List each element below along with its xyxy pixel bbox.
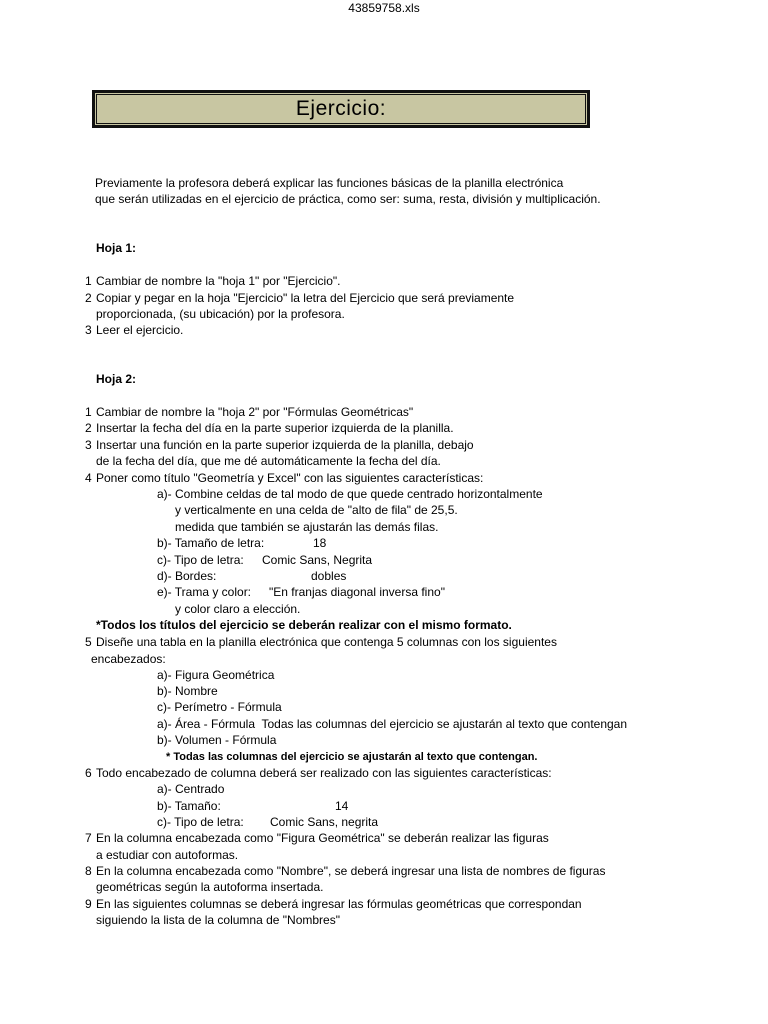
hoja2-item-num: 1	[85, 405, 92, 419]
item4-d-label: d)- Bordes:	[157, 569, 217, 583]
item7-line-1: En la columna encabezada como "Figura Geométrica" se deberán realizar las figuras	[96, 831, 549, 845]
hoja1-heading: Hoja 1:	[96, 241, 137, 255]
item9-num: 9	[85, 897, 92, 911]
item4-e-label: e)- Trama y color:	[157, 585, 252, 599]
item4-e-value: "En franjas diagonal inversa fino"	[269, 585, 445, 599]
item5-line-1: Diseñe una tabla en la planilla electrónica que contenga 5 columnas con los siguientes	[96, 635, 557, 649]
hoja1-item-text: proporcionada, (su ubicación) por la profesora.	[96, 307, 345, 321]
item9-line-1: En las siguientes columnas se deberá ingresar las fórmulas geométricas que correspondan	[96, 897, 582, 911]
item8-line-1: En la columna encabezada como "Nombre", se deberá ingresar una lista de nombres de figuras	[96, 864, 606, 878]
item5-line-2: encabezados:	[91, 652, 166, 666]
hoja2-item-num: 2	[85, 421, 92, 435]
hoja1-item-text: Cambiar de nombre la "hoja 1" por "Ejercicio".	[96, 274, 341, 288]
item8-num: 8	[85, 864, 92, 878]
item5-column: a)- Figura Geométrica	[157, 668, 275, 682]
item6-num: 6	[85, 766, 92, 780]
item5-column: c)- Perímetro - Fórmula	[157, 700, 282, 714]
format-note: *Todos los títulos del ejercicio se deberán realizar con el mismo formato.	[96, 618, 512, 632]
page-title: Ejercicio:	[295, 97, 387, 120]
item4-e-line-2: y color claro a elección.	[175, 602, 301, 616]
hoja2-item-num: 3	[85, 438, 92, 452]
hoja2-heading: Hoja 2:	[96, 372, 137, 386]
title-cell	[92, 90, 590, 128]
item6-c-label: c)- Tipo de letra:	[157, 815, 244, 829]
hoja1-item-text: Copiar y pegar en la hoja "Ejercicio" la letra del Ejercicio que será previamente	[96, 291, 515, 305]
hoja2-item-text: Cambiar de nombre la "hoja 2" por "Fórmulas Geométricas"	[96, 405, 414, 419]
item5-note: * Todas las columnas del ejercicio se ajustarán al texto que contengan.	[166, 751, 538, 763]
item4-a-line-3: medida que también se ajustarán las demás filas.	[175, 520, 439, 534]
item8-line-2: geométricas según la autoforma insertada.	[96, 880, 324, 894]
item4-a-line-2: y verticalmente en una celda de "alto de fila" de 25,5.	[175, 503, 458, 517]
intro-line-2: que serán utilizadas en el ejercicio de práctica, como ser: suma, resta, división y multiplicación.	[95, 192, 601, 206]
hoja1-item-num: 3	[85, 323, 92, 337]
item4-c-value: Comic Sans, Negrita	[262, 553, 373, 567]
item5-column: a)- Área - Fórmula Todas las columnas del ejercicio se ajustarán al texto que contengan	[157, 717, 628, 731]
file-name: 43859758.xls	[348, 1, 420, 15]
hoja2-item-text: Poner como título "Geometría y Excel" con las siguientes características:	[96, 471, 484, 485]
item6-line-1: Todo encabezado de columna deberá ser realizado con las siguientes características:	[96, 766, 552, 780]
hoja2-item-num: 4	[85, 471, 92, 485]
item4-b-value: 18	[313, 536, 327, 550]
item4-d-value: dobles	[311, 569, 347, 583]
item6-a: a)- Centrado	[157, 782, 225, 796]
hoja2-item-text: Insertar una función en la parte superior izquierda de la planilla, debajo	[96, 438, 474, 452]
item5-column: b)- Nombre	[157, 684, 218, 698]
intro-line-1: Previamente la profesora deberá explicar las funciones básicas de la planilla electrónica	[95, 176, 564, 190]
item4-a-line-1: a)- Combine celdas de tal modo de que quede centrado horizontalmente	[157, 487, 543, 501]
item6-c-value: Comic Sans, negrita	[270, 815, 379, 829]
hoja1-item-text: Leer el ejercicio.	[96, 323, 184, 337]
hoja2-item-text: Insertar la fecha del día en la parte superior izquierda de la planilla.	[96, 421, 454, 435]
item6-b-value: 14	[335, 799, 349, 813]
item4-c-label: c)- Tipo de letra:	[157, 553, 244, 567]
item5-num: 5	[85, 635, 92, 649]
item4-b-label: b)- Tamaño de letra:	[157, 536, 265, 550]
item7-num: 7	[85, 831, 92, 845]
item5-column: b)- Volumen - Fórmula	[157, 733, 277, 747]
hoja1-item-num: 1	[85, 274, 92, 288]
item9-line-2: siguiendo la lista de la columna de "Nombres"	[96, 913, 340, 927]
item6-b-label: b)- Tamaño:	[157, 799, 221, 813]
hoja2-item-text: de la fecha del día, que me dé automáticamente la fecha del día.	[96, 454, 441, 468]
hoja1-item-num: 2	[85, 291, 92, 305]
item7-line-2: a estudiar con autoformas.	[96, 848, 239, 862]
